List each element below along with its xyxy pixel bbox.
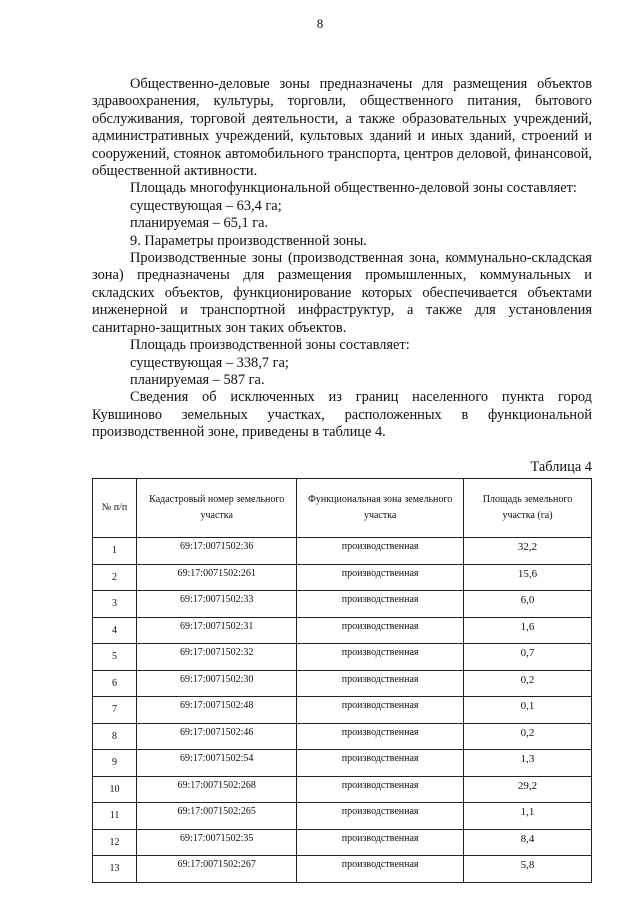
functional-zone-cell: производственная (297, 591, 464, 618)
area-cell: 0,2 (464, 670, 592, 697)
cadastral-number-cell: 69:17:0071502:32 (137, 644, 297, 671)
area-cell: 1,6 (464, 617, 592, 644)
row-number-cell: 5 (93, 644, 137, 671)
header-number: № п/п (93, 479, 137, 538)
area-cell: 1,1 (464, 803, 592, 830)
table-row (93, 591, 592, 618)
cadastral-number-cell: 69:17:0071502:30 (137, 670, 297, 697)
row-number-cell: 7 (93, 697, 137, 724)
row-number-cell: 13 (93, 856, 137, 883)
table-row (93, 776, 592, 803)
cadastral-number-cell: 69:17:0071502:261 (137, 564, 297, 591)
row-number-cell: 9 (93, 750, 137, 777)
page-number: 8 (316, 16, 324, 31)
table-row (93, 538, 592, 565)
row-number-cell: 11 (93, 803, 137, 830)
table-row (93, 617, 592, 644)
table-row (93, 723, 592, 750)
table-row (93, 644, 592, 671)
paragraph-multifunctional-area-intro: Площадь многофункциональной общественно-деловой зоны составляет: (130, 180, 577, 197)
area-cell: 0,2 (464, 723, 592, 750)
cadastral-number-cell: 69:17:0071502:268 (137, 776, 297, 803)
functional-zone-cell: производственная (297, 538, 464, 565)
row-number-cell: 4 (93, 617, 137, 644)
table-row (93, 856, 592, 883)
cadastral-number-cell: 69:17:0071502:33 (137, 591, 297, 618)
body-text (92, 76, 592, 442)
cadastral-number-cell: 69:17:0071502:31 (137, 617, 297, 644)
table-row (93, 564, 592, 591)
paragraph-existing-area-production: существующая – 338,7 га; (130, 354, 289, 371)
section-heading-production-zone: 9. Параметры производственной зоны. (130, 232, 367, 249)
area-cell: 29,2 (464, 776, 592, 803)
cadastral-number-cell: 69:17:0071502:54 (137, 750, 297, 777)
header-functional-zone: Функциональная зона земельного участка (297, 479, 464, 538)
cadastral-number-cell: 69:17:0071502:48 (137, 697, 297, 724)
header-area: Площадь земельного участка (га) (464, 479, 592, 538)
functional-zone-cell: производственная (297, 856, 464, 883)
table-body (93, 538, 592, 883)
cadastral-number-cell: 69:17:0071502:46 (137, 723, 297, 750)
functional-zone-cell: производственная (297, 617, 464, 644)
paragraph-planned-area-public: планируемая – 65,1 га. (130, 215, 269, 232)
area-cell: 6,0 (464, 591, 592, 618)
row-number-cell: 10 (93, 776, 137, 803)
functional-zone-cell: производственная (297, 829, 464, 856)
paragraph-public-business-zones: Общественно-деловые зоны предназначены для размещения объектов здравоохранения, культуры, торговли, общественного питания, бытового обслуживания, торговой деятельности, а также образовательных учреждений, административных учреждений, культовых зданий и иных зданий, строений и сооружений, стоянок автомобильного транспорта, центров деловой, финансовой, общественной активности. (92, 76, 592, 180)
table-row (93, 670, 592, 697)
table-header-row (93, 479, 592, 538)
header-cadastral-number: Кадастровый номер земельного участка (137, 479, 297, 538)
area-cell: 32,2 (464, 538, 592, 565)
functional-zone-cell: производственная (297, 803, 464, 830)
functional-zone-cell: производственная (297, 670, 464, 697)
table-row (93, 697, 592, 724)
paragraph-planned-area-production: планируемая – 587 га. (130, 371, 265, 388)
functional-zone-cell: производственная (297, 776, 464, 803)
paragraph-excluded-plots: Сведения об исключенных из границ населенного пункта город Кувшиново земельных участках, расположенных в функциональной производственной зоне, приведены в таблице 4. (92, 389, 592, 441)
table-caption: Таблица 4 (530, 459, 592, 475)
area-cell: 15,6 (464, 564, 592, 591)
area-cell: 0,7 (464, 644, 592, 671)
area-cell: 8,4 (464, 829, 592, 856)
row-number-cell: 8 (93, 723, 137, 750)
functional-zone-cell: производственная (297, 750, 464, 777)
functional-zone-cell: производственная (297, 564, 464, 591)
row-number-cell: 6 (93, 670, 137, 697)
table-row (93, 750, 592, 777)
table-row (93, 803, 592, 830)
functional-zone-cell: производственная (297, 723, 464, 750)
paragraph-production-area-intro: Площадь производственной зоны составляет: (130, 337, 410, 354)
cadastral-number-cell: 69:17:0071502:267 (137, 856, 297, 883)
paragraph-existing-area-public: существующая – 63,4 га; (130, 197, 282, 214)
area-cell: 1,3 (464, 750, 592, 777)
row-number-cell: 1 (93, 538, 137, 565)
area-cell: 5,8 (464, 856, 592, 883)
table-row (93, 829, 592, 856)
row-number-cell: 2 (93, 564, 137, 591)
row-number-cell: 3 (93, 591, 137, 618)
functional-zone-cell: производственная (297, 697, 464, 724)
row-number-cell: 12 (93, 829, 137, 856)
cadastral-number-cell: 69:17:0071502:36 (137, 538, 297, 565)
paragraph-production-zones: Производственные зоны (производственная зона, коммунально-складская зона) предназначены для размещения промышленных, коммунальных и складских объектов, функционирование которых обеспечивается объектами инженерной и транспортной инфраструктур, а также для установления санитарно-защитных зон таких объектов. (92, 250, 592, 336)
cadastral-number-cell: 69:17:0071502:35 (137, 829, 297, 856)
functional-zone-cell: производственная (297, 644, 464, 671)
area-cell: 0,1 (464, 697, 592, 724)
cadastral-number-cell: 69:17:0071502:265 (137, 803, 297, 830)
land-plots-table (92, 478, 592, 883)
